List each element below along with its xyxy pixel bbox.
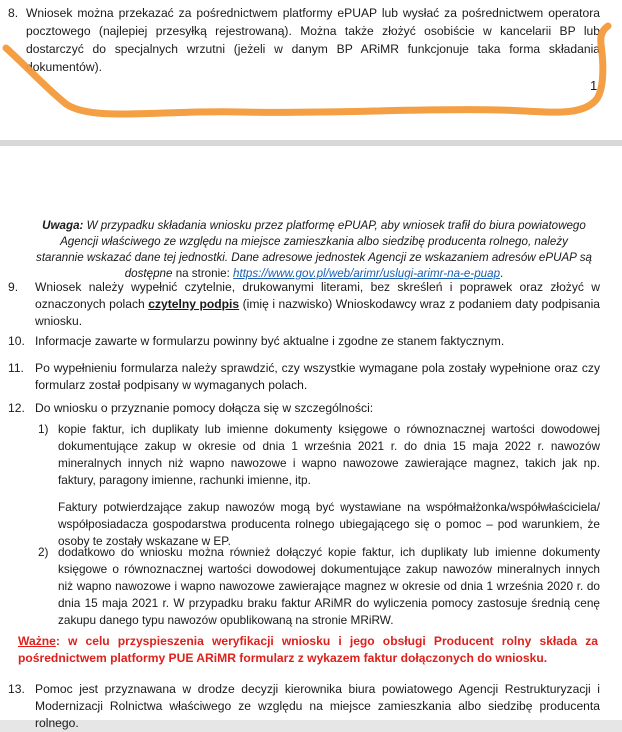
list-item-13 <box>8 681 600 732</box>
item9-emphasis: czytelny podpis <box>148 297 240 311</box>
item-text: Wniosek można przekazać za pośrednictwem platformy ePUAP lub wysłać za pośrednictwem operatora pocztowego (najlepiej przesyłką rejestrowaną). Można także złożyć osobiście w kancelarii BP lub dostarczyć do specjalnych wrzutni (jeżeli w danym BP ARiMR funkcjonuje taka forma składania dokumentów). <box>26 6 600 74</box>
item-text: Do wniosku o przyznanie pomocy dołącza się w szczególności: <box>35 401 374 415</box>
sub-item-number: 1) <box>38 422 49 436</box>
list-item-12 <box>8 400 600 417</box>
important-label: Ważne <box>18 634 56 648</box>
list-item-11 <box>8 360 600 394</box>
epuap-link[interactable]: https://www.gov.pl/web/arimr/uslugi-arimr-na-e-puap <box>233 267 501 280</box>
scribble-stroke <box>6 26 608 114</box>
item-text: Informacje zawarte w formularzu powinny być aktualne i zgodne ze stanem faktycznym. <box>35 334 505 348</box>
sub-item-number: 2) <box>38 545 49 559</box>
note-link-suffix: . <box>500 267 504 280</box>
item9-text-after: (imię i nazwisko) Wnioskodawcy wraz z podaniem daty podpisania wniosku. <box>35 297 600 328</box>
list-item-9 <box>8 279 600 330</box>
orange-scribble-annotation <box>0 0 622 140</box>
document-page-2 <box>0 146 622 730</box>
important-note <box>18 633 598 667</box>
note-text: W przypadku składania wniosku przez platformę ePUAP, aby wniosek trafił do biura powiatowego Agencji właściwego ze względu na miejsce zamieszkania albo siedzibę producenta rolnego, należy starannie wskazać dane tej jednostki. Dane adresowe jednostek Agencji ze wskazaniem adresów ePUAP są dostępne <box>36 219 592 280</box>
item-number: 10. <box>8 334 25 348</box>
note-uwaga <box>36 218 592 282</box>
item-number: 8. <box>8 6 19 20</box>
item-text <box>35 279 600 330</box>
sub-item-continuation: Faktury potwierdzające zakup nawozów mogą być wystawiane na współmałżonka/współwłaściciela/ współposiadacza gospodarstwa producenta rolnego ubiegającego się o pomoc – pod warunkiem, że osoby te zostały wskazane w EP. <box>58 500 600 548</box>
page-number: 1 <box>590 78 598 93</box>
sub-item-1 <box>38 421 600 550</box>
item-number: 9. <box>8 280 19 294</box>
sub-item-text: dodatkowo do wniosku można również dołączyć kopie faktur, ich duplikaty lub imienne dokumenty księgowe o równoznacznej wartości dowodowej dokumentujące zakup nawozów mineralnych innych niż wapno nawozowe i wapno nawozowe zawierające magnez w okresie od dnia 1 września 2020 r. do dnia 15 maja 2021 r. W przypadku braku faktur ARiMR do wyliczenia pomocy zastosuje średnią cenę zakupu danego typu nawozów opublikowaną na stronie MRiRW. <box>58 545 600 627</box>
item-number: 11. <box>8 361 24 375</box>
note-label: Uwaga: <box>42 219 84 232</box>
item-text: Po wypełnieniu formularza należy sprawdzić, czy wszystkie wymagane pola zostały wypełnione oraz czy formularz został podpisany w wymaganych polach. <box>35 361 600 392</box>
list-item-10 <box>8 333 600 350</box>
item-text: Pomoc jest przyznawana w drodze decyzji kierownika biura powiatowego Agencji Restrukturyzacji i Modernizacji Rolnictwa właściwego ze względu na miejsce zamieszkania albo siedzibę producenta rolnego. <box>35 682 600 730</box>
important-text: : w celu przyspieszenia weryfikacji wniosku i jego obsługi Producent rolny składa za pośrednictwem platformy PUE ARiMR formularz z wykazem faktur dołączonych do wniosku. <box>18 634 598 665</box>
note-link-prefix: na stronie: <box>175 267 234 280</box>
item-number: 12. <box>8 401 25 415</box>
item-number: 13. <box>8 682 25 696</box>
sub-item-2 <box>38 544 600 629</box>
item9-text-before: Wniosek należy wypełnić czytelnie, drukowanymi literami, bez skreśleń i poprawek oraz złożyć w oznaczonych polach <box>35 280 600 311</box>
sub-item-text: kopie faktur, ich duplikaty lub imienne dokumenty księgowe o równoznacznej wartości dowodowej dokumentujące zakup w okresie od dnia 1 września 2021 r. do dnia 15 maja 2022 r. nawozów mineralnych innych niż wapno nawozowe i wapno nawozowe zawierające magnez, takich jak np. faktury, paragony imienne, rachunki imienne, itp. <box>58 422 600 487</box>
document-page-1 <box>0 0 622 140</box>
